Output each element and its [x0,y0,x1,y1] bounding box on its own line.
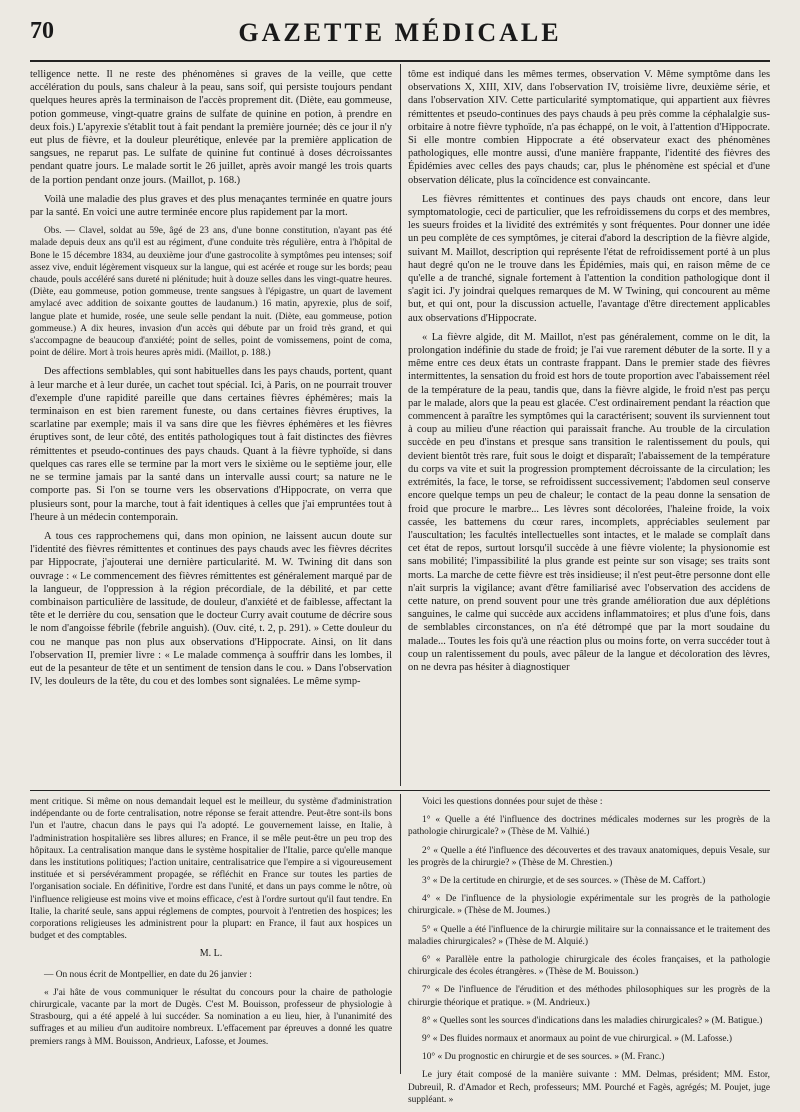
question-item: 9° « Des fluides normaux et anormaux au point de vue chirurgical. » (M. Lafosse.) [422,1034,733,1045]
question-item: 7° « De l'influence de l'érudition et des méthodes philosophiques sur les progrès de la chirurgie théorique et pratique. » (M. Andrieux.) [408,985,770,1008]
news-body: « J'ai hâte de vous communiquer le résultat du concours pour la chaire de pathologie chirurgicale, vacante par la mort de Dugès. C'est M. Bouisson, professeur de physiologie à Strasbourg, qui a été appelé à lui succéder. Sa nomination a eu lieu, hier, à l'unanimité des suffrages et au milieu d'un auditoire nombreux. L'effacement par épreuves a donné les quatre premiers rangs à MM. Bouisson, Andrieux, Lafosse, et Joumes. [30,987,392,1047]
question-item: 3° « De la certitude en chirurgie, et de ses sources. » (Thèse de M. Caffort.) [422,876,706,887]
question-item: 8° « Quelles sont les sources d'indications dans les maladies chirurgicales? » (M. Batigue.) [422,1015,763,1026]
bottom-right-column [408,796,770,1112]
signature: M. L. [199,948,223,960]
paragraph: Des affections semblables, qui sont habituelles dans les pays chauds, portent, quant à leur marche et à leur durée, un cachet tout spécial. Ici, à Paris, on ne pourrait trouver d'exemple d'une rapidité pareille que dans certaines fièvres éphémères; mais la terminaison en est bien rarement funeste, ou dans certaines fièvres éruptives, la scarlatine par exemple; mais il va sans dire que les fièvres éphémères et les fièvres éruptives sont, de leur côté, des entités pathologiques tout à fait distinctes des fièvres rémittentes et pseudo-continues des pays chauds. Quant à la fièvre typhoïde, si dans quelques cas rares elle se termine par la mort vers le sixième ou le septième jour, elle ne se termine jamais par la santé dans un intervalle aussi court; sa nature ne le comporte pas. Si l'on se tourne vers les observations d'Hippocrate, on verra que plusieurs sont, pour la marche, tout à fait identiques à celles que j'ai empruntées tout à l'heure à un médecin contemporain. [30,366,392,523]
article-paragraph: ment critique. Si même on nous demandait lequel est le meilleur, du système d'administration indépendante ou de forte centralisation, notre réponse se ferait attendre. Peut-être sont-ils bons l'un et l'autre, chacun dans le pays qui l'a adopté. Le gouvernement laisse, en Italie, à l'administration hospitalière ses libres allures; en France, il se mêle peut-être un peu trop des hôpitaux. La centralisation manque dans le système hospitalier de l'Italie, parce qu'elle manque dans les institutions politiques; l'action unitaire, centralisatrice que l'empire a si vigoureusement instituée et si persévéramment propagée, se réfléchit en France sur toutes les parties de l'organisation sociale. En définitive, l'ordre est dans l'unité, et dans un pays comme le nôtre, où l'influence religieuse est moins vive et moins efficace, c'est à l'ordre surtout qu'il faut tendre. En Italie, la charité seule, sans appui réglemens de comptes, pourvoit à l'entretien des hospices; les corporations religieuses les administrent pour la plupart: en France, il faut aux hospices un budget et des comptables. [30,797,392,942]
question-item: 5° « Quelle a été l'influence de la chirurgie militaire sur la connaissance et le traitement des maladies chirurgicales? » (Thèse de M. Alquié.) [408,924,770,947]
page-header [30,18,770,58]
paragraph: tôme est indiqué dans les mêmes termes, observation V. Même symptôme dans les observations X, XIII, XIV, dans l'observation IV, troisième livre, deuxième série, et dans l'observation XIV. Cette particularité symptomatique, qui appartient aux fièvres rémittentes et pseudo-continues des pays chauds à peu près comme la céphalalgie sus-orbitaire à notre fièvre typhoïde, n'a pas échappé, on le voit, à l'attention d'Hippocrate. Si elle montre combien Hippocrate a été observateur exact des phénomènes pathologiques, elle montre aussi, d'une manière frappante, l'identité des fièvres des Épidémies avec celles des pays chauds; car, plus le phénomène est spécial et d'une observation délicate, plus la coïncidence est convaincante. [408,69,770,186]
jury-paragraph: Le jury était composé de la manière suivante : MM. Delmas, président; MM. Estor, Dubreuil, R. d'Amador et Rech, professeurs; MM. Pourché et Fagès, agrégés; M. Poujet, juge suppléant. » [408,1070,770,1105]
questions-intro: Voici les questions données pour sujet de thèse : [422,797,603,807]
question-item: 1° « Quelle a été l'influence des doctrines médicales modernes sur les progrès de la pathologie chirurgicale? » (Thèse de M. Valhié.) [408,815,770,838]
news-intro: — On nous écrit de Montpellier, en date du 26 janvier : [44,969,252,980]
question-item: 2° « Quelle a été l'influence des découvertes et des travaux anatomiques, depuis Vesale, sur les progrès de la chirurgie? » (Thèse de M. Chrestien.) [408,845,770,868]
right-column [408,68,770,680]
column-divider [400,64,401,786]
paragraph: « La fièvre algide, dit M. Maillot, n'est pas généralement, comme on le dit, la prolongation indéfinie du stade de froid; je l'ai vue rarement débuter de la sorte. Il y a même entre ces deux états un contraste frappant. Dans le premier stade des fièvres intermittentes, la sensation du froid est hors de toute proportion avec l'abaissement réel de la température de la peau, tandis que, dans la fièvre algide, le froid n'est pas perçu par le malade, alors que la peau est glacée. C'est ordinairement pendant la réaction que commencent à paraître les symptômes qui la caractérisent; souvent ils surviennent tout à coup au milieu d'une réaction qui paraissait franche. Au trouble de la circulation succède en peu d'instans et presque sans transition le ralentissement du pouls, qui devient bientôt très rare, fuit sous le doigt et disparaît; l'abaissement de la température du corps va vite et suit la progression promptement décroissante de la circulation; les extrémités, la face, le torse, se refroidissent successivement; l'abdomen seul conserve encore quelque temps un peu de chaleur; le contact de la peau donne la sensation de froid que procure le marbre... Les lèvres sont décolorées, l'haleine froide, la voix cassée, les battemens du cœur rares, incomplets, appréciables seulement par l'auscultation; les facultés intellectuelles sont intactes, et le malade se complaît dans cet état de repos, surtout lorsqu'il succède à une fièvre violente; la physionomie est sans mobilité; l'impassibilité la plus grande est peinte sur son visage; ses traits sont morts. La marche de cette fièvre est très insidieuse; il n'est peut-être personne dont elle n'ait surpris la vigilance; avant d'être familiarisé avec l'observation des accidens de cette nature, on prend souvent pour une très grande amélioration due aux déplétions sanguines, le calme qui succède aux accidens inflammatoires; et plus d'une fois, dans de semblables circonstances, on n'a été détrompé que par la mort soudaine du malade... Toutes les fois qu'à une réaction plus ou moins forte, on verra succéder tout à coup un ralentissement du pouls, avec pâleur de la langue et décoloration des lèvres, on ne devra pas hésiter à diagnostiquer [408,331,770,673]
masthead-title: GAZETTE MÉDICALE [238,18,562,47]
page-number: 70 [30,18,54,44]
paragraph: A tous ces rapprochemens qui, dans mon opinion, ne laissent aucun doute sur l'identité des fièvres rémittentes et continues des pays chauds avec les fièvres décrites par Hippocrate, j'ajouterai une dernière particularité. M. W. Twining dit dans son ouvrage : « Le commencement des fièvres rémittentes est généralement marqué par de la langueur, de l'oppression à la région précordiale, de la débilité, et par cette combinaison particulière de lassitude, de douleur, d'anxiété et de faiblesse, affectant la tête et le derrière du cou, sensation que le docteur Curry avait coutume de décrire sous le nom d'angoisse fébrile (febrile anguish). (Ouv. cité, t. 2, p. 291). » Cette douleur du cou ne manque pas non plus aux observations d'Hippocrate. Ainsi, on lit dans l'observation II, premier livre : « Le malade commença à souffrir dans les lombes, il eut de la pesanteur de tête et un sentiment de tension dans le cou. » Dans l'observation IV, les douleurs de la tête, du cou et des lombes sont signalées. Le même symp- [30,530,392,688]
bottom-left-column [30,796,392,1054]
column-divider-bottom [400,794,401,1074]
paragraph: Les fièvres rémittentes et continues des pays chauds ont encore, dans leur symptomatologie, ceci de particulier, que les refroidissemens du corps et des membres, les sueurs froides et la lividité des extrémités y sont fréquentes. Pour donner une idée un peu complète de ces symptômes, je citerai d'abord la description de la fièvre algide, suivant M. Maillot, description qui représente l'état de refroidissement porté à un plus haut degré qu'on ne le trouve dans les Épidémies, mais qui, en raison même de ce qu'elle a de tranché, signale fortement à l'attention la condition pathologique dont il s'agit ici. J'y joindrai quelques remarques de M. W Twining, qui concourent au même but, et qui ont, pour la discussion actuelle, l'avantage d'être directement applicables aux observations d'Hippocrate. [408,193,770,324]
question-item: 4° « De l'influence de la physiologie expérimentale sur les progrès de la pathologie chirurgicale. » (Thèse de M. Joumes.) [408,894,770,917]
paragraph: Voilà une maladie des plus graves et des plus menaçantes terminée en quatre jours par la santé. En voici une autre terminée encore plus rapidement par la mort. [30,193,392,219]
section-rule [30,790,770,791]
observation-paragraph: Obs. — Clavel, soldat au 59e, âgé de 23 ans, d'une bonne constitution, n'ayant pas été malade depuis deux ans qu'il est au régiment, d'une conduite très régulière, entra à l'hôpital de Bone le 15 décembre 1834, au deuxième jour d'une gastrocolite à symptômes peu intenses; soif assez vive, enduit légèrement visqueux sur la langue, qui est acérée et rouge sur les bords; peau chaude, pouls accéléré sans dureté ni plénitude; huit à douze selles dans les vingt-quatre heures. (Diète, eau gommeuse, potion gommeuse, trente sangsues à l'épigastre, un quart de lavement amylacé avec addition de soixante gouttes de laudanum.) 16 matin, apyrexie, plus de soif, langue plate et humide, rosée, une seule selle pendant la nuit. (Diète, eau gommeuse, potion gommeuse.) A dix heures, invasion d'un accès qui débute par un froid très grand, et qui s'accompagne de beaucoup d'anxiété; point de selles, point de vomissemens, point de coma, point de délire. Mort à trois heures après midi. (Maillot, p. 188.) [30,226,392,359]
left-column [30,68,392,694]
question-item: 6° « Parallèle entre la pathologie chirurgicale des écoles françaises, et la pathologie chirurgicale des écoles étrangères. » (Thèse de M. Bouisson.) [408,955,770,978]
question-item: 10° « Du prognostic en chirurgie et de ses sources. » (M. Franc.) [422,1052,665,1063]
header-rule [30,60,770,62]
paragraph: telligence nette. Il ne reste des phénomènes si graves de la veille, que cette accélération du pouls, sans chaleur à la peau, sans soif, qui persiste toujours pendant quelques heures après la terminaison de l'accès proprement dit. (Diète, eau gommeuse, potion gommeuse, vingt-quatre grains de sulfate de quinine en potion, à prendre en deux fois.) L'apyrexie s'établit tout à fait pendant la première journée; dès ce jour il n'y eut plus de fièvre, et la douleur pleurétique, enlevée par la première application de sangsues, ne reparut pas. Le sulfate de quinine fut continué à doses décroissantes pendant quatre jours. Le malade sortit le 26 juillet, après avoir mangé les trois quarts de la portion pendant onze jours. (Maillot, p. 168.) [30,69,392,186]
